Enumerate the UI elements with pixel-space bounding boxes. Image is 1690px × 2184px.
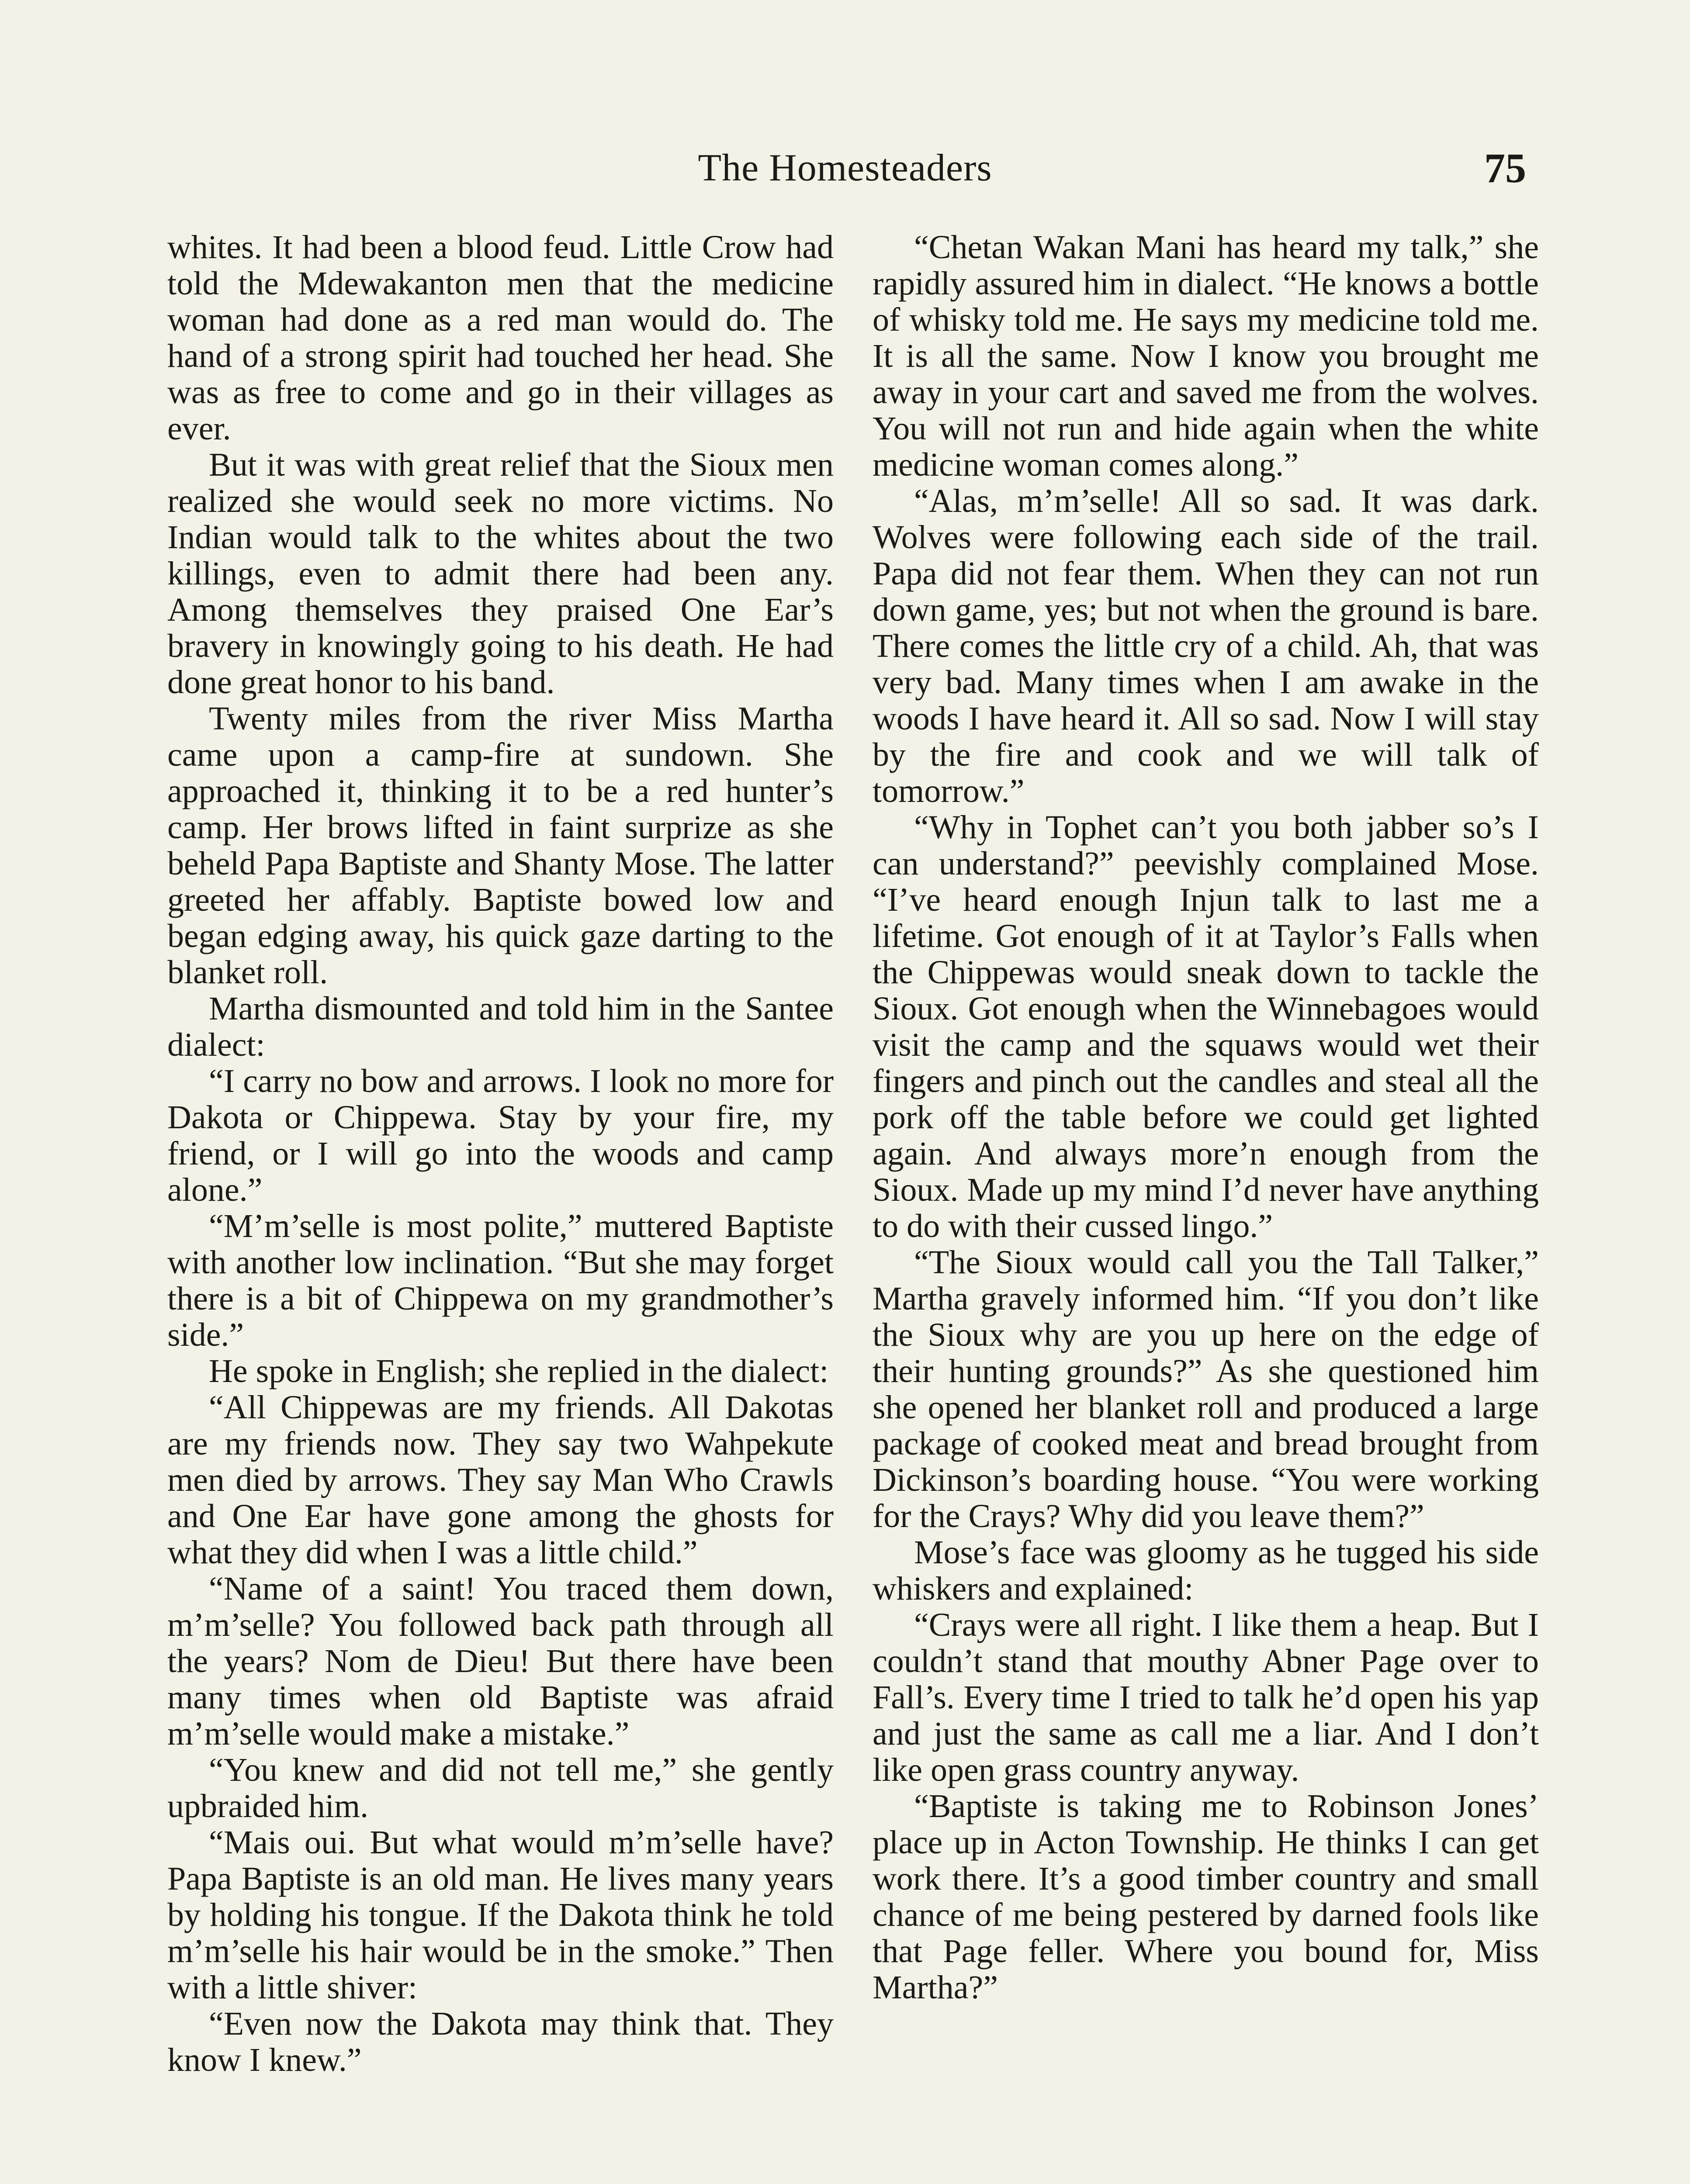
paragraph: But it was with great relief that the Sioux men realized she would seek no more victims. No Indian would talk to the whites about the two killings, even to admit there had been any. Among themselves they praised One Ear’s bravery in knowingly going to his death. He had done great honor to his band.: [167, 446, 834, 701]
right-column: [873, 229, 1539, 2006]
paragraph: He spoke in English; she replied in the dialect:: [209, 1353, 829, 1389]
left-column: [167, 229, 834, 2078]
paragraph: Twenty miles from the river Miss Martha came upon a camp-fire at sundown. She approached it, thinking it to be a red hunter’s camp. Her brows lifted in faint surprize as she beheld Papa Baptiste and Shanty Mose. The latter greeted her affably. Baptiste bowed low and began edging away, his quick gaze darting to the blanket roll.: [167, 700, 834, 991]
paragraph: “Even now the Dakota may think that. They know I knew.”: [167, 2005, 834, 2078]
paragraph: “All Chippewas are my friends. All Dakotas are my friends now. They say two Wahpekute men died by arrows. They say Man Who Crawls and One Ear have gone among the ghosts for what they did when I was a little child.”: [167, 1389, 834, 1571]
paragraph: “Baptiste is taking me to Robinson Jones’ place up in Acton Township. He thinks I can get work there. It’s a good timber country and small chance of me being pestered by darned fools like that Page feller. Where you bound for, Miss Martha?”: [873, 1788, 1539, 2006]
paragraph: “Alas, m’m’selle! All so sad. It was dark. Wolves were following each side of the trail. Papa did not fear them. When they can not run down game, yes; but not when the ground is bare. There comes the little cry of a child. Ah, that was very bad. Many times when I am awake in the woods I have heard it. All so sad. Now I will stay by the fire and cook and we will talk of tomorrow.”: [873, 483, 1539, 809]
paragraph: “Crays were all right. I like them a heap. But I couldn’t stand that mouthy Abner Page over to Fall’s. Every time I tried to talk he’d open his yap and just the same as call me a liar. And I don’t like open grass country anyway.: [873, 1607, 1539, 1788]
paragraph: “Why in Tophet can’t you both jabber so’s I can understand?” peevishly complained Mose. “I’ve heard enough Injun talk to last me a lifetime. Got enough of it at Taylor’s Falls when the Chippewas would sneak down to tackle the Sioux. Got enough when the Winnebagoes would visit the camp and the squaws would wet their fingers and pinch out the candles and steal all the pork off the table before we could get lighted again. And always more’n enough from the Sioux. Made up my mind I’d never have anything to do with their cussed lingo.”: [873, 809, 1539, 1244]
paragraph: “Mais oui. But what would m’m’selle have? Papa Baptiste is an old man. He lives many years by holding his tongue. If the Dakota think he told m’m’selle his hair would be in the smoke.” Then with a little shiver:: [167, 1824, 834, 2006]
paragraph: whites. It had been a blood feud. Little Crow had told the Mdewakanton men that the medicine woman had done as a red man would do. The hand of a strong spirit had touched her head. She was as free to come and go in their villages as ever.: [167, 229, 834, 447]
running-header: [0, 144, 1690, 197]
paragraph: Mose’s face was gloomy as he tugged his side whiskers and explained:: [873, 1534, 1539, 1607]
paragraph: “The Sioux would call you the Tall Talker,” Martha gravely informed him. “If you don’t like the Sioux why are you up here on the edge of their hunting grounds?” As she questioned him she opened her blanket roll and produced a large package of cooked meat and bread brought from Dickinson’s boarding house. “You were working for the Crays? Why did you leave them?”: [873, 1244, 1539, 1534]
page-number: 75: [1484, 145, 1526, 191]
paragraph: “Name of a saint! You traced them down, m’m’selle? You followed back path through all the years? Nom de Dieu! But there have been many times when old Baptiste was afraid m’m’selle would make a mistake.”: [167, 1570, 834, 1752]
paragraph: “You knew and did not tell me,” she gently upbraided him.: [167, 1752, 834, 1825]
paragraph: Martha dismounted and told him in the Santee dialect:: [167, 990, 834, 1063]
paragraph: “M’m’selle is most polite,” muttered Baptiste with another low inclination. “But she may forget there is a bit of Chippewa on my grandmother’s side.”: [167, 1208, 834, 1353]
running-title: The Homesteaders: [698, 147, 992, 189]
paragraph: “I carry no bow and arrows. I look no more for Dakota or Chippewa. Stay by your fire, my friend, or I will go into the woods and camp alone.”: [167, 1063, 834, 1208]
paragraph: “Chetan Wakan Mani has heard my talk,” she rapidly assured him in dialect. “He knows a bottle of whisky told me. He says my medicine told me. It is all the same. Now I know you brought me away in your cart and saved me from the wolves. You will not run and hide again when the white medicine woman comes along.”: [873, 229, 1539, 483]
